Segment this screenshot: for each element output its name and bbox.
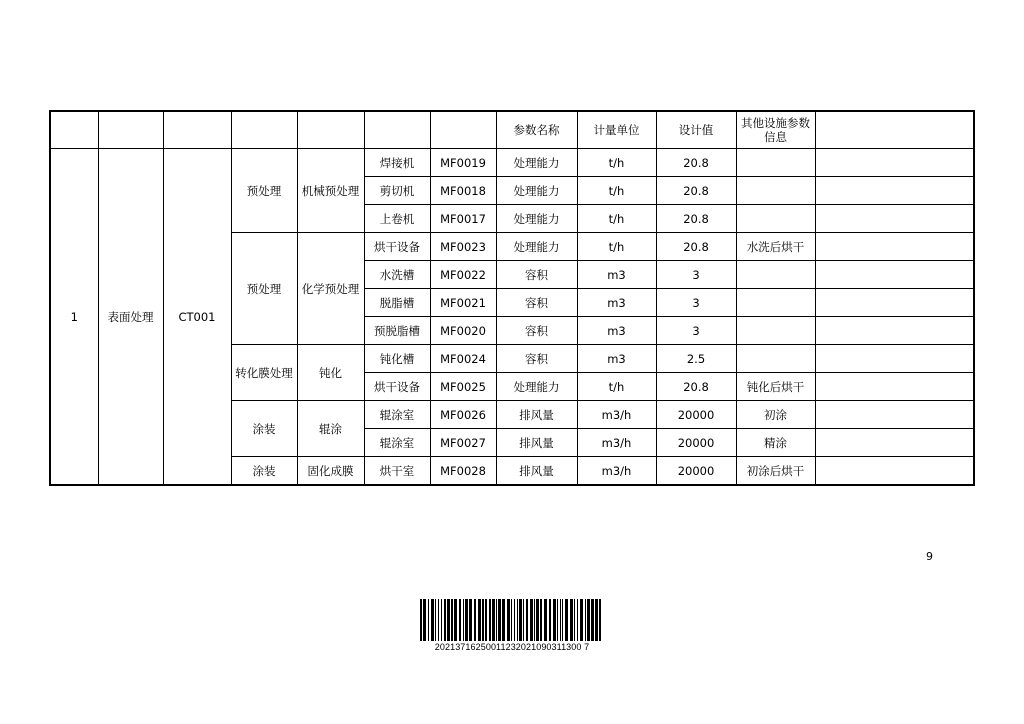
blank-cell	[815, 429, 974, 457]
facility-id-cell: MF0024	[430, 345, 496, 373]
blank-cell	[815, 457, 974, 486]
param-name-cell: 容积	[496, 261, 577, 289]
facility-name-cell: 水洗槽	[364, 261, 430, 289]
blank-cell	[815, 205, 974, 233]
header-unit: 计量单位	[577, 111, 656, 149]
design-value-cell: 20000	[656, 401, 736, 429]
blank-cell	[815, 317, 974, 345]
stage-cell: 涂装	[231, 457, 297, 486]
facility-id-cell: MF0027	[430, 429, 496, 457]
param-name-cell: 容积	[496, 289, 577, 317]
design-value-cell: 20.8	[656, 177, 736, 205]
header-design-value: 设计值	[656, 111, 736, 149]
param-name-cell: 容积	[496, 345, 577, 373]
code-cell: CT001	[163, 149, 231, 486]
design-value-cell: 3	[656, 261, 736, 289]
barcode-number: 20213716250011232021090311300 7	[434, 642, 590, 652]
facility-id-cell: MF0021	[430, 289, 496, 317]
facility-name-cell: 焊接机	[364, 149, 430, 177]
process-cell: 机械预处理	[297, 149, 364, 233]
blank-cell	[815, 373, 974, 401]
facility-name-cell: 辊涂室	[364, 401, 430, 429]
stage-cell: 预处理	[231, 233, 297, 345]
process-cell: 钝化	[297, 345, 364, 401]
other-info-cell	[736, 289, 815, 317]
facility-id-cell: MF0020	[430, 317, 496, 345]
facility-id-cell: MF0017	[430, 205, 496, 233]
unit-cell: t/h	[577, 177, 656, 205]
facility-name-cell: 钝化槽	[364, 345, 430, 373]
unit-cell: m3	[577, 345, 656, 373]
facility-name-cell: 剪切机	[364, 177, 430, 205]
facility-name-cell: 脱脂槽	[364, 289, 430, 317]
param-name-cell: 排风量	[496, 457, 577, 486]
header-cell	[297, 111, 364, 149]
other-info-cell: 初涂后烘干	[736, 457, 815, 486]
process-cell: 化学预处理	[297, 233, 364, 345]
process-cell: 辊涂	[297, 401, 364, 457]
process-cell: 固化成膜	[297, 457, 364, 486]
unit-cell: t/h	[577, 205, 656, 233]
unit-cell: m3	[577, 317, 656, 345]
facility-name-cell: 上卷机	[364, 205, 430, 233]
design-value-cell: 20.8	[656, 373, 736, 401]
param-name-cell: 处理能力	[496, 205, 577, 233]
param-name-cell: 处理能力	[496, 233, 577, 261]
param-name-cell: 处理能力	[496, 373, 577, 401]
facility-id-cell: MF0019	[430, 149, 496, 177]
unit-cell: t/h	[577, 233, 656, 261]
other-info-cell	[736, 149, 815, 177]
facility-id-cell: MF0023	[430, 233, 496, 261]
other-info-cell	[736, 345, 815, 373]
barcode-bars	[419, 599, 605, 641]
other-info-cell	[736, 177, 815, 205]
blank-cell	[815, 289, 974, 317]
unit-cell: m3	[577, 289, 656, 317]
facility-name-cell: 烘干设备	[364, 233, 430, 261]
design-value-cell: 20.8	[656, 205, 736, 233]
unit-cell: m3	[577, 261, 656, 289]
facility-id-cell: MF0026	[430, 401, 496, 429]
other-info-cell: 精涂	[736, 429, 815, 457]
unit-cell: t/h	[577, 373, 656, 401]
seq-cell: 1	[50, 149, 98, 486]
design-value-cell: 20.8	[656, 233, 736, 261]
design-value-cell: 3	[656, 317, 736, 345]
facility-id-cell: MF0028	[430, 457, 496, 486]
unit-cell: m3/h	[577, 429, 656, 457]
page-number: 9	[926, 550, 933, 563]
other-info-cell: 初涂	[736, 401, 815, 429]
facility-name-cell: 辊涂室	[364, 429, 430, 457]
param-name-cell: 排风量	[496, 429, 577, 457]
header-cell	[815, 111, 974, 149]
design-value-cell: 3	[656, 289, 736, 317]
facility-id-cell: MF0022	[430, 261, 496, 289]
header-cell	[163, 111, 231, 149]
facility-name-cell: 预脱脂槽	[364, 317, 430, 345]
header-cell	[364, 111, 430, 149]
header-cell	[50, 111, 98, 149]
other-info-cell: 钝化后烘干	[736, 373, 815, 401]
param-name-cell: 容积	[496, 317, 577, 345]
stage-cell: 预处理	[231, 149, 297, 233]
design-value-cell: 20000	[656, 457, 736, 486]
design-value-cell: 20.8	[656, 149, 736, 177]
other-info-cell: 水洗后烘干	[736, 233, 815, 261]
header-cell	[430, 111, 496, 149]
blank-cell	[815, 233, 974, 261]
param-name-cell: 处理能力	[496, 177, 577, 205]
facility-id-cell: MF0025	[430, 373, 496, 401]
blank-cell	[815, 345, 974, 373]
facility-parameter-table	[49, 110, 975, 486]
param-name-cell: 处理能力	[496, 149, 577, 177]
table-row	[50, 149, 974, 177]
facility-name-cell: 烘干室	[364, 457, 430, 486]
param-name-cell: 排风量	[496, 401, 577, 429]
blank-cell	[815, 401, 974, 429]
header-cell	[231, 111, 297, 149]
header-row	[50, 111, 974, 149]
facility-id-cell: MF0018	[430, 177, 496, 205]
header-param-name: 参数名称	[496, 111, 577, 149]
header-cell	[98, 111, 163, 149]
stage-cell: 涂装	[231, 401, 297, 457]
other-info-cell	[736, 317, 815, 345]
unit-cell: m3/h	[577, 401, 656, 429]
blank-cell	[815, 261, 974, 289]
other-info-cell	[736, 261, 815, 289]
facility-name-cell: 烘干设备	[364, 373, 430, 401]
design-value-cell: 20000	[656, 429, 736, 457]
other-info-cell	[736, 205, 815, 233]
unit-cell: m3/h	[577, 457, 656, 486]
blank-cell	[815, 149, 974, 177]
stage-cell: 转化膜处理	[231, 345, 297, 401]
blank-cell	[815, 177, 974, 205]
header-other-info: 其他设施参数信息	[736, 111, 815, 149]
unit-cell: t/h	[577, 149, 656, 177]
design-value-cell: 2.5	[656, 345, 736, 373]
barcode	[419, 599, 605, 652]
category-cell: 表面处理	[98, 149, 163, 486]
